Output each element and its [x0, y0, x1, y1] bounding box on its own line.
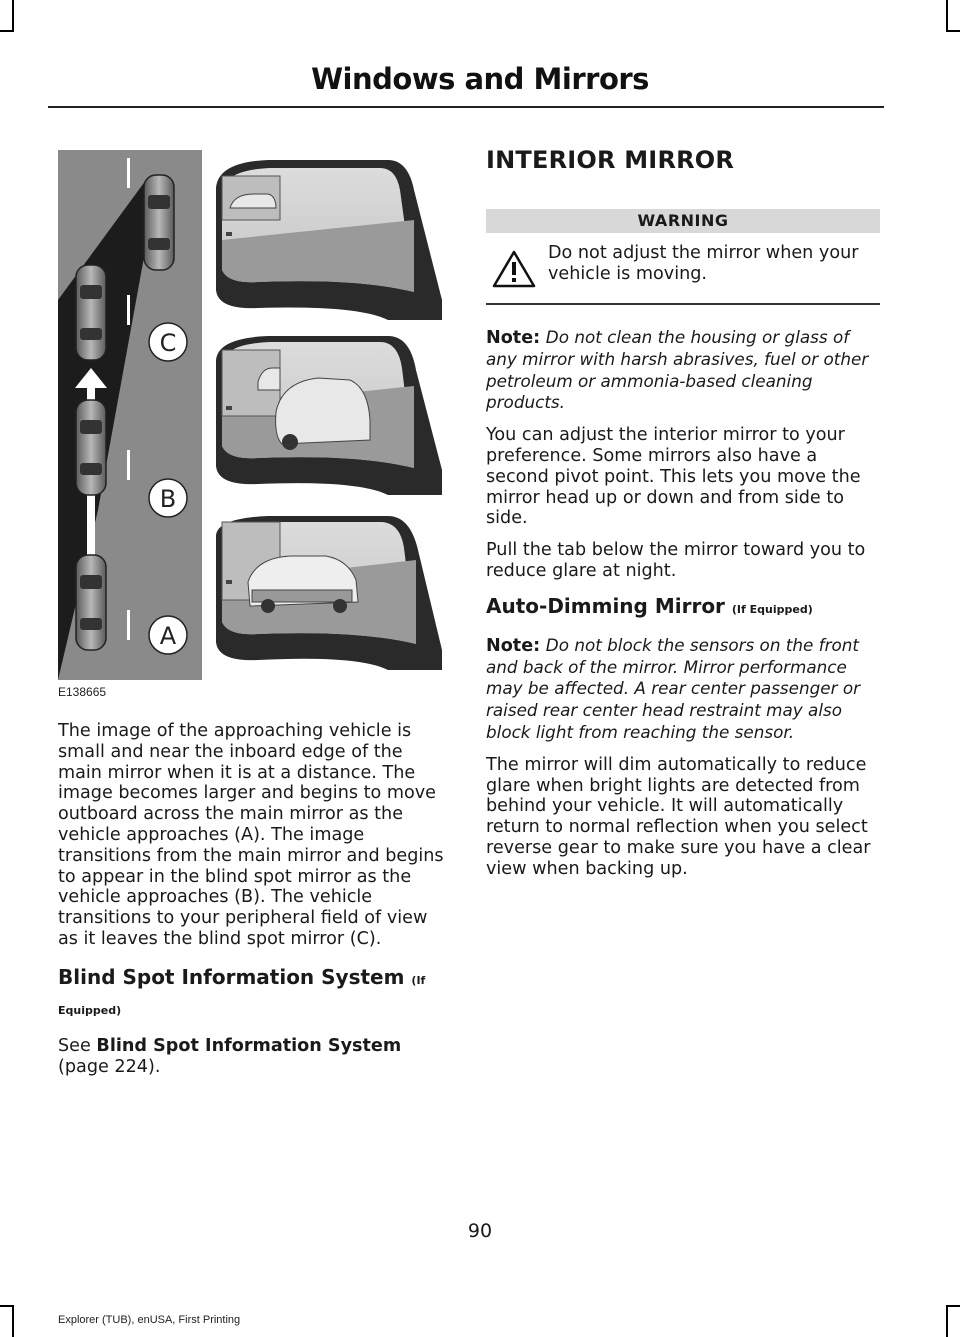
svg-text:C: C: [159, 329, 177, 357]
footer-text: Explorer (TUB), enUSA, First Printing: [58, 1314, 241, 1326]
svg-text:A: A: [159, 622, 177, 650]
mirror-description: The image of the approaching vehicle is small and near the inboard edge of the main mirror when it is at a distance. The image becomes larger and begins to move outboard across the main mirror as the vehicle approaches (A). The image transitions from the main mirror and begins to appear in the blind spot mirror as the vehicle approaches (B). The vehicle transitions to your peripheral field of view as it leaves the blind spot mirror (C).: [58, 721, 444, 949]
see-suffix: (page 224).: [58, 1056, 161, 1077]
crop-mark: [946, 0, 948, 30]
bsis-reference: [58, 1036, 446, 1078]
car-icon: [76, 555, 106, 650]
warning-triangle-icon: [492, 249, 536, 289]
crop-mark: [0, 30, 14, 32]
mirror-view-b: [216, 336, 442, 495]
dimming-paragraph: The mirror will dim automatically to reduce glare when bright lights are detected from behind your vehicle. It will automatically return to normal reflection when you select reverse gear to make sure you have a clear view when backing up.: [486, 754, 871, 879]
mirror-view-c: [216, 160, 442, 320]
mirror-view-a: [216, 516, 442, 670]
glare-paragraph: Pull the tab below the mirror toward you to reduce glare at night.: [486, 540, 866, 581]
left-column: [58, 721, 446, 1088]
adjust-paragraph: You can adjust the interior mirror to your preference. Some mirrors also have a second pivot point. This lets you move the mirror head up or down and from side to side.: [486, 425, 861, 529]
page-number: 90: [467, 1220, 493, 1242]
car-icon: [76, 400, 106, 495]
bsis-equipped: (If Equipped): [58, 973, 426, 1017]
label-b: [149, 479, 187, 517]
svg-text:B: B: [159, 485, 177, 513]
page-title: Windows and Mirrors: [311, 62, 649, 96]
auto-dimming-heading: [486, 593, 880, 623]
car-icon: [144, 175, 174, 270]
warning-label: WARNING: [486, 209, 880, 233]
label-a: [149, 616, 187, 654]
warning-box: [486, 243, 880, 305]
crop-mark: [0, 1305, 14, 1307]
right-column: [486, 145, 880, 891]
car-icon: [76, 265, 106, 360]
note-sensors: [486, 635, 880, 744]
crop-mark: [946, 1305, 960, 1307]
bsis-heading: [58, 964, 446, 1024]
bsis-link[interactable]: Blind Spot Information System: [96, 1035, 402, 1056]
auto-dimming-equipped: (If Equipped): [731, 602, 813, 616]
note-text: Do not block the sensors on the front and back of the mirror. Mirror performance may be affected. A rear center passenger or raised rear center head restraint may also block light from reaching the sensor.: [486, 634, 861, 742]
note-text: Do not clean the housing or glass of any mirror with harsh abrasives, fuel or other petroleum or ammonia-based cleaning products.: [486, 327, 869, 413]
note-cleaning: [486, 327, 880, 414]
auto-dimming-heading-text: Auto-Dimming Mirror: [486, 593, 725, 618]
note-label: Note:: [486, 635, 541, 656]
see-prefix: See: [58, 1035, 97, 1056]
crop-mark: [12, 1307, 14, 1337]
header-rule: [48, 106, 884, 108]
section-heading: INTERIOR MIRROR: [486, 146, 735, 174]
bsis-heading-text: Blind Spot Information System: [58, 964, 405, 989]
crop-mark: [946, 1307, 948, 1337]
mirror-illustration: [58, 150, 442, 680]
figure-id: E138665: [58, 685, 107, 699]
note-label: Note:: [486, 328, 541, 348]
label-c: [149, 323, 187, 361]
warning-text: Do not adjust the mirror when your vehicle is moving.: [548, 243, 859, 284]
crop-mark: [12, 0, 14, 30]
crop-mark: [946, 30, 960, 32]
